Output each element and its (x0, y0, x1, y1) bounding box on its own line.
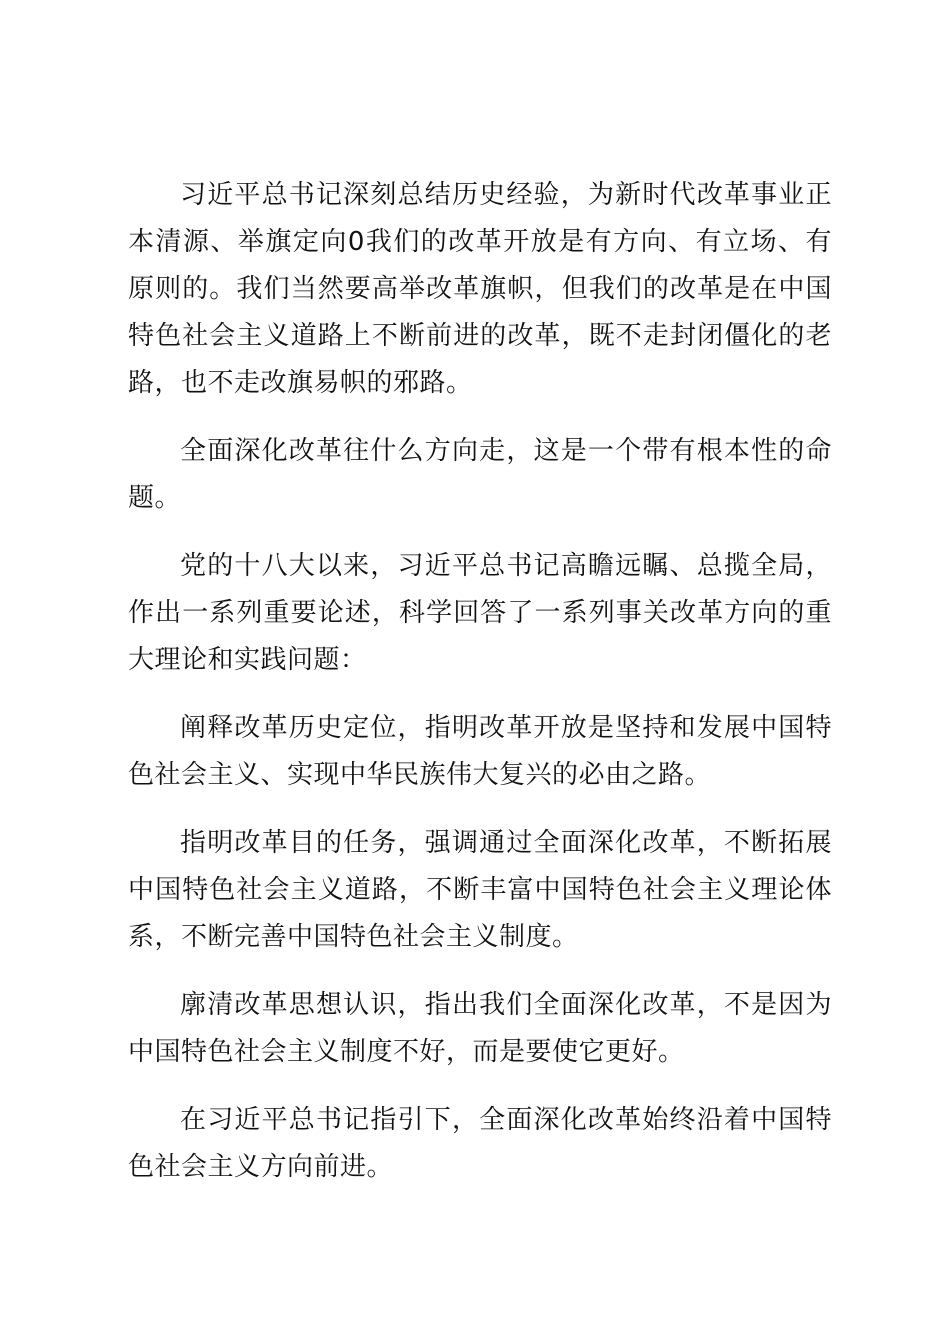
document-body (128, 172, 832, 1212)
paragraph-5: 指明改革目的任务，强调通过全面深化改革，不断拓展中国特色社会主义道路，不断丰富中国特色社会主义理论体系，不断完善中国特色社会主义制度。 (128, 828, 832, 952)
paragraph-6: 廓清改革思想认识，指出我们全面深化改革，不是因为中国特色社会主义制度不好，而是要使它更好。 (128, 990, 832, 1067)
paragraph-7: 在习近平总书记指引下，全面深化改革始终沿着中国特色社会主义方向前进。 (128, 1105, 832, 1182)
paragraph-2: 全面深化改革往什么方向走，这是一个带有根本性的命题。 (128, 436, 832, 513)
paragraph-3: 党的十八大以来，习近平总书记高瞻远瞩、总揽全局，作出一系列重要论述，科学回答了一系列事关改革方向的重大理论和实践问题： (128, 551, 832, 675)
paragraph-1: 习近平总书记深刻总结历史经验，为新时代改革事业正本清源、举旗定向0我们的改革开放是有方向、有立场、有原则的。我们当然要高举改革旗帜，但我们的改革是在中国特色社会主义道路上不断前进的改革，既不走封闭僵化的老路，也不走改旗易帜的邪路。 (128, 180, 832, 398)
paragraph-4: 阐释改革历史定位，指明改革开放是坚持和发展中国特色社会主义、实现中华民族伟大复兴的必由之路。 (128, 713, 832, 790)
